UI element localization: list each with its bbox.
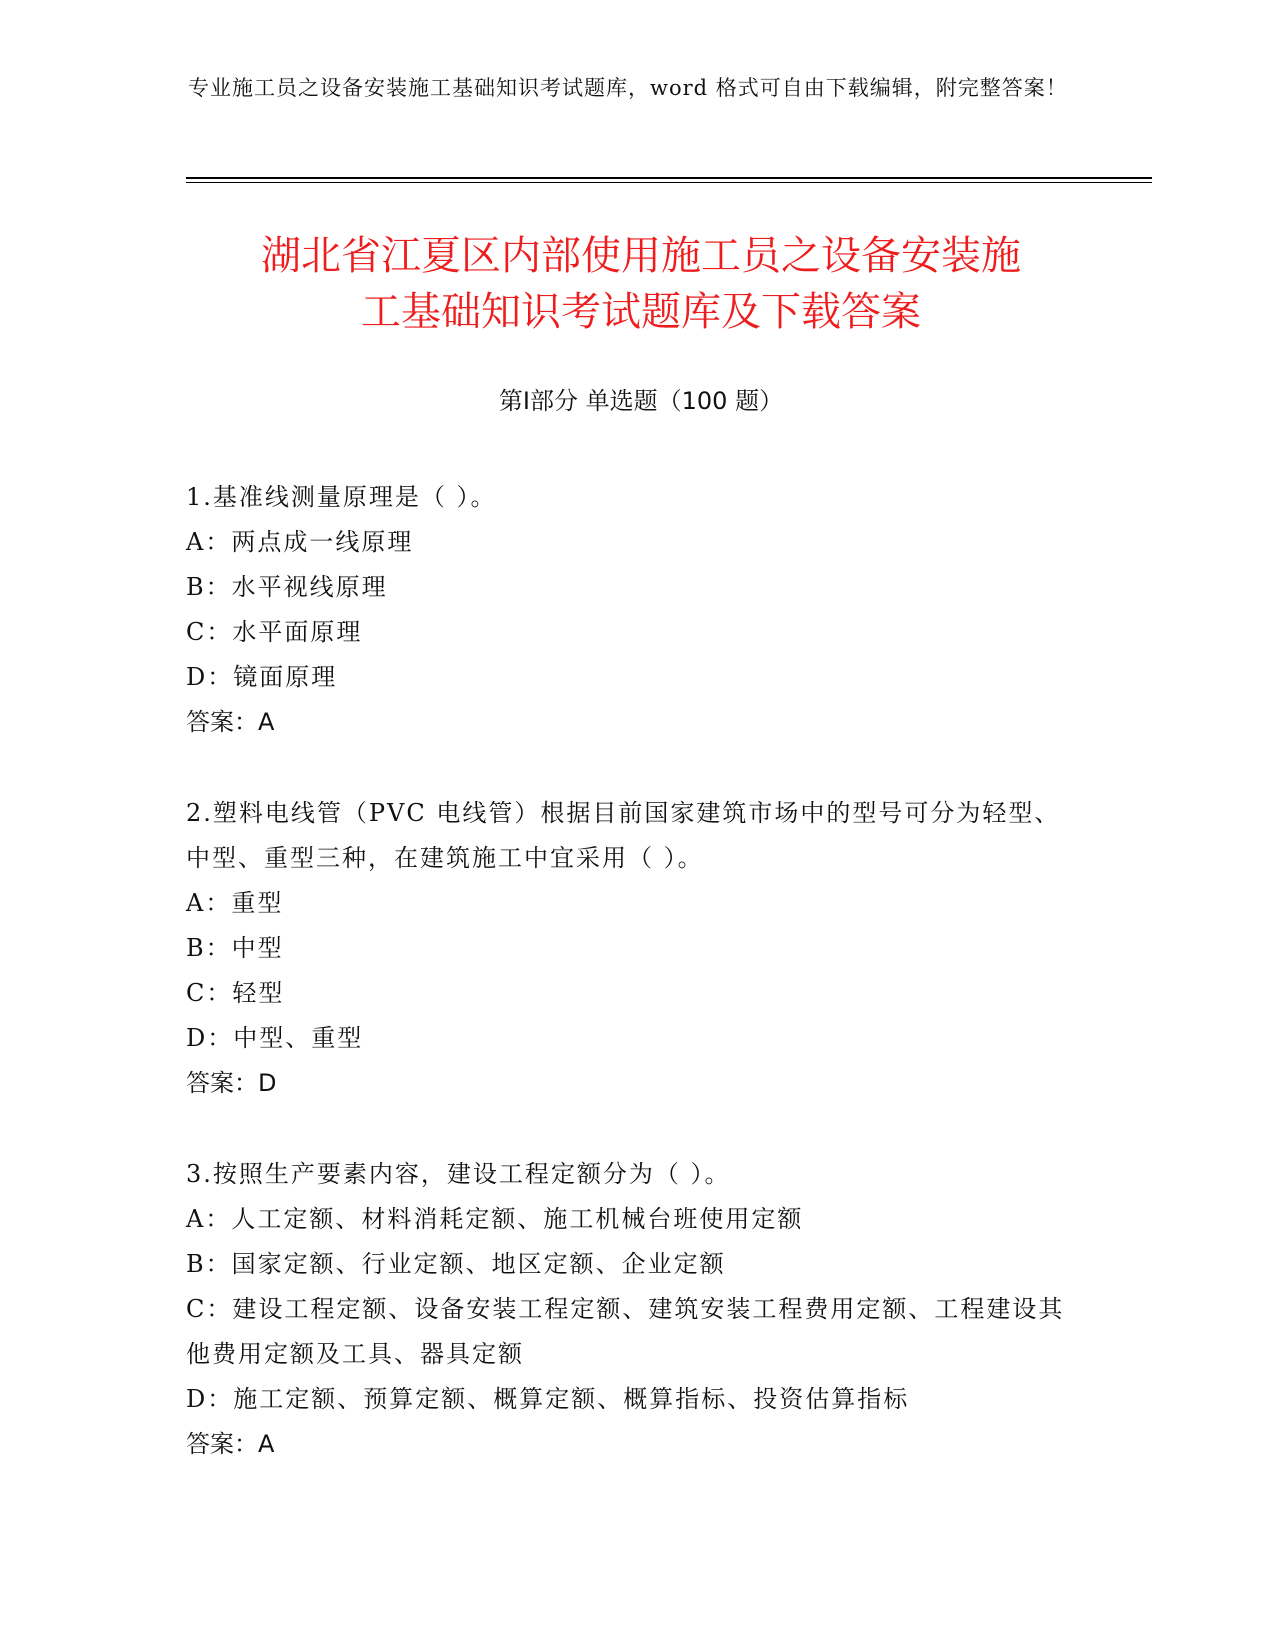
question-3 <box>186 1152 1086 1467</box>
option-d: D：中型、重型 <box>186 1024 364 1052</box>
option-d: D：镜面原理 <box>186 663 338 691</box>
option-c: C：建设工程定额、设备安装工程定额、建筑安装工程费用定额、工程建设其他费用定额及工具、器具定额 <box>186 1295 1065 1368</box>
answer-label: 答案：D <box>186 1069 277 1097</box>
option-a: A：人工定额、材料消耗定额、施工机械台班使用定额 <box>186 1205 804 1233</box>
answer-label: 答案：A <box>186 708 275 736</box>
option-a: A：重型 <box>186 889 284 917</box>
option-b: B：中型 <box>186 934 284 962</box>
question-2 <box>186 791 1086 1106</box>
option-a: A：两点成一线原理 <box>186 528 414 556</box>
option-c: C：水平面原理 <box>186 618 363 646</box>
option-c: C：轻型 <box>186 979 285 1007</box>
header-divider-thin <box>186 182 1152 183</box>
option-d: D：施工定额、预算定额、概算定额、概算指标、投资估算指标 <box>186 1385 910 1413</box>
document-title <box>186 228 1096 340</box>
header-note: 专业施工员之设备安装施工基础知识考试题库，word 格式可自由下载编辑，附完整答案！ <box>188 76 1068 100</box>
section-heading: 第Ⅰ部分 单选题（100 题） <box>498 387 784 415</box>
document-title-line-1: 湖北省江夏区内部使用施工员之设备安装施 <box>261 233 1021 279</box>
document-title-line-2: 工基础知识考试题库及下载答案 <box>361 289 921 335</box>
option-b: B：国家定额、行业定额、地区定额、企业定额 <box>186 1250 726 1278</box>
answer-label: 答案：A <box>186 1430 275 1458</box>
question-stem: 2.塑料电线管（PVC 电线管）根据目前国家建筑市场中的型号可分为轻型、中型、重型三种，在建筑施工中宜采用（ ）。 <box>186 799 1061 872</box>
header-divider-thick <box>186 177 1152 179</box>
question-list <box>186 475 1086 1513</box>
question-1 <box>186 475 1086 745</box>
question-stem: 1.基准线测量原理是（ ）。 <box>186 483 497 511</box>
option-b: B：水平视线原理 <box>186 573 388 601</box>
question-stem: 3.按照生产要素内容，建设工程定额分为（ ）。 <box>186 1160 731 1188</box>
